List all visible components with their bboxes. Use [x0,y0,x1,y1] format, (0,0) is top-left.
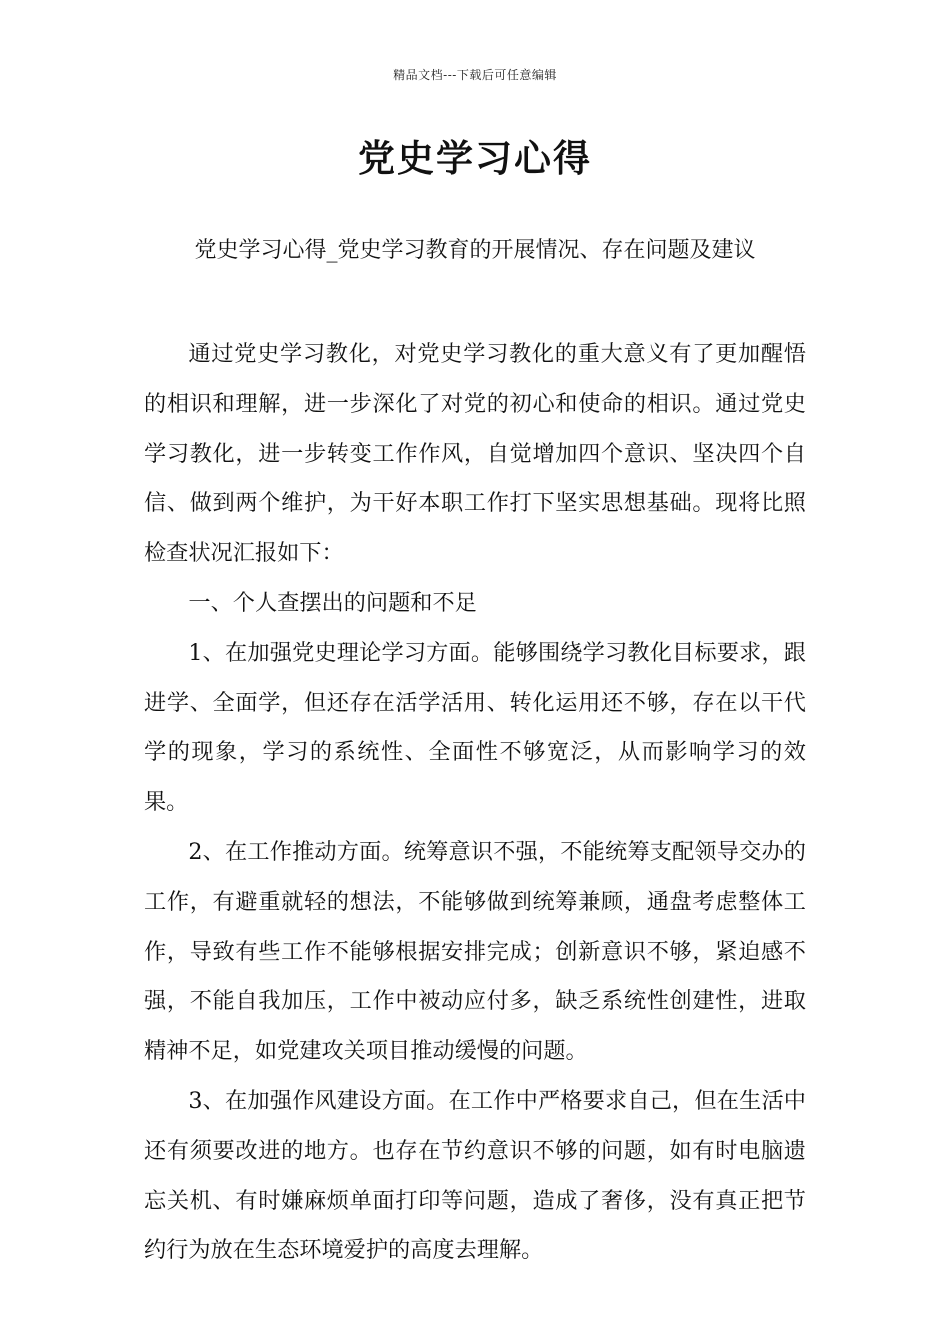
body-paragraph-item-3: 3、在加强作风建设方面。在工作中严格要求自己，但在生活中还有须要改进的地方。也存在节约意识不够的问题，如有时电脑遗忘关机、有时嫌麻烦单面打印等问题，造成了奢侈，没有真正把节约行为放在生态环境爱护的高度去理解。 [144,1087,806,1264]
header-note: 精品文档---下载后可任意编辑 [393,68,557,82]
document-subtitle: 党史学习心得_党史学习教育的开展情况、存在问题及建议 [194,238,756,263]
document-title: 党史学习心得 [358,137,592,180]
body-paragraph-item-1: 1、在加强党史理论学习方面。能够围绕学习教化目标要求，跟进学、全面学，但还存在活学活用、转化运用还不够，存在以干代学的现象，学习的系统性、全面性不够宽泛，从而影响学习的效果。 [144,639,806,816]
section-heading-problems: 一、个人查摆出的问题和不足 [188,589,477,616]
body-paragraph-item-2: 2、在工作推动方面。统筹意识不强，不能统筹支配领导交办的工作，有避重就轻的想法，不能够做到统筹兼顾，通盘考虑整体工作，导致有些工作不能够根据安排完成；创新意识不够，紧迫感不强，不能自我加压，工作中被动应付多，缺乏系统性创建性，进取精神不足，如党建攻关项目推动缓慢的问题。 [144,838,806,1065]
body-paragraph-intro: 通过党史学习教化，对党史学习教化的重大意义有了更加醒悟的相识和理解，进一步深化了对党的初心和使命的相识。通过党史学习教化，进一步转变工作作风，自觉增加四个意识、坚决四个自信、做到两个维护，为干好本职工作打下坚实思想基础。现将比照检查状况汇报如下： [144,341,806,567]
document-body [144,330,806,1276]
